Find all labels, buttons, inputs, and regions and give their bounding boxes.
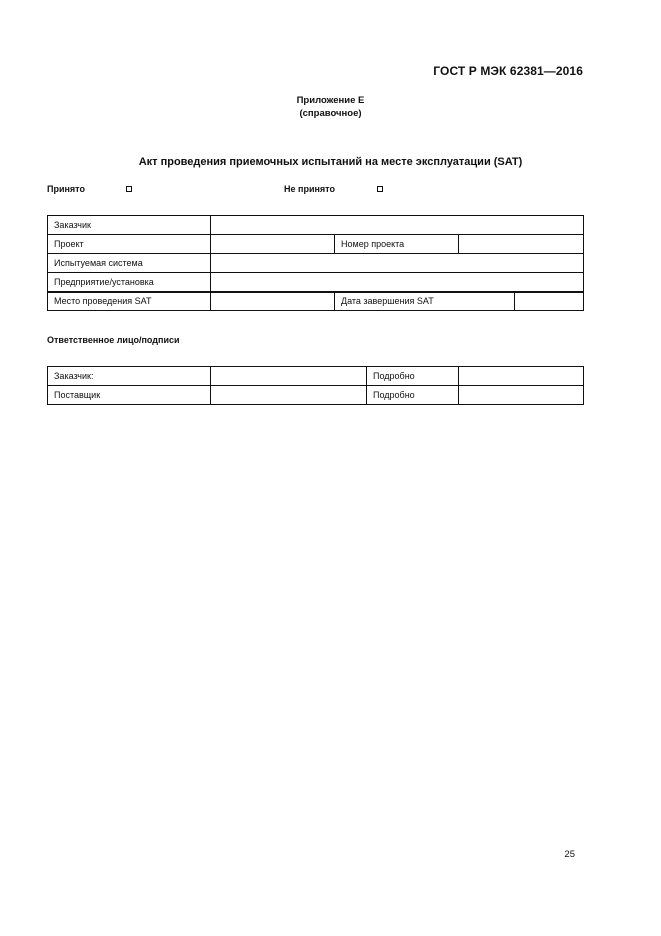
signature-customer-label: Заказчик:	[48, 367, 211, 386]
details-label: Подробно	[367, 386, 459, 405]
signature-supplier-value[interactable]	[211, 386, 367, 405]
annex-title: Приложение E	[296, 95, 365, 106]
signature-supplier-label: Поставщик	[48, 386, 211, 405]
annex-subtitle: (справочное)	[299, 108, 362, 119]
completion-date-label: Дата завершения SAT	[335, 292, 515, 311]
customer-value[interactable]	[211, 216, 584, 235]
accepted-checkbox[interactable]	[126, 186, 132, 192]
system-label: Испытуемая система	[48, 254, 211, 273]
signature-customer-value[interactable]	[211, 367, 367, 386]
accepted-label: Принято	[47, 184, 85, 194]
page-number: 25	[564, 849, 575, 860]
plant-value[interactable]	[211, 273, 584, 292]
rejected-checkbox[interactable]	[377, 186, 383, 192]
site-value[interactable]	[211, 292, 335, 311]
table-row	[48, 273, 584, 292]
details-label: Подробно	[367, 367, 459, 386]
project-number-label: Номер проекта	[335, 235, 459, 254]
table-row	[48, 235, 584, 254]
customer-label: Заказчик	[48, 216, 211, 235]
project-number-value[interactable]	[459, 235, 584, 254]
table-row	[48, 292, 584, 311]
project-label: Проект	[48, 235, 211, 254]
rejected-label: Не принято	[284, 184, 335, 194]
document-title: Акт проведения приемочных испытаний на месте эксплуатации (SAT)	[138, 156, 523, 168]
table-row	[48, 216, 584, 235]
completion-date-value[interactable]	[515, 292, 584, 311]
plant-label: Предприятие/установка	[48, 273, 211, 292]
table-row	[48, 254, 584, 273]
details-value[interactable]	[459, 386, 584, 405]
site-label: Место проведения SAT	[48, 292, 211, 311]
project-info-table	[47, 215, 584, 311]
standard-number: ГОСТ Р МЭК 62381—2016	[433, 64, 583, 78]
details-value[interactable]	[459, 367, 584, 386]
responsible-heading: Ответственное лицо/подписи	[47, 335, 180, 345]
project-value[interactable]	[211, 235, 335, 254]
signatures-table	[47, 366, 584, 405]
table-row	[48, 386, 584, 405]
system-value[interactable]	[211, 254, 584, 273]
table-row	[48, 367, 584, 386]
